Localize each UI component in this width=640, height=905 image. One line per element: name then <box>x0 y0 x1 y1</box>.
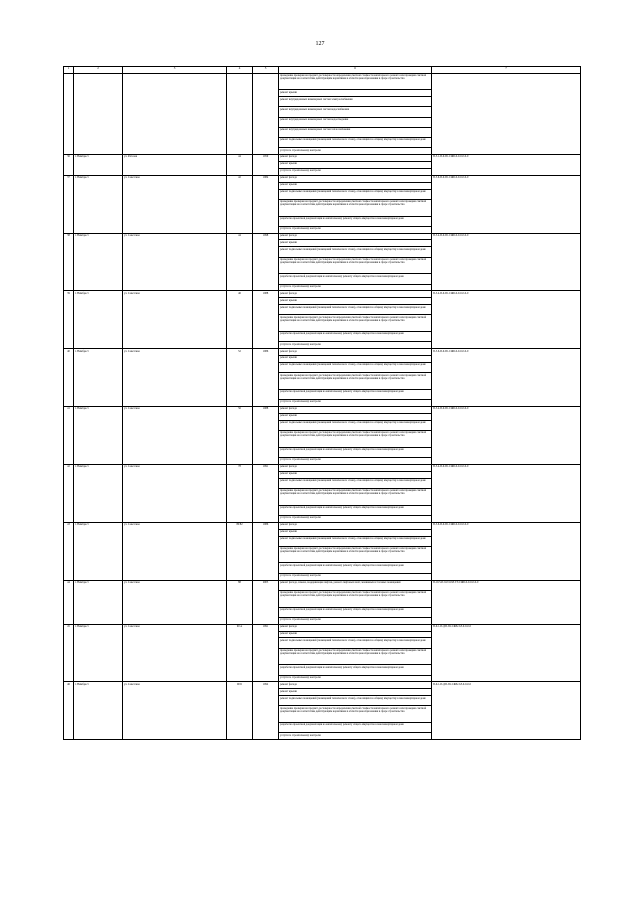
record-code-cell: П-5.1-П-9-П1.СЖБ-0-0-0-0-0-0 <box>432 155 581 176</box>
work-type-cell: ремонт фасада <box>279 349 432 356</box>
work-type-cell: разработка проектной документации на капитальному ремонту общего имущества в многоквартирном доме <box>279 447 432 457</box>
table-row <box>64 580 581 590</box>
record-number-cell: 45 <box>64 624 74 682</box>
work-type-cell: разработка проектной документации на капитальному ремонту общего имущества в многоквартирном доме <box>279 607 432 617</box>
work-type-cell: ремонт подвальных помещений (помещений технического этажа), относящихся к общему имуществу в многоквартирном доме <box>279 247 432 257</box>
work-type-cell: ремонт крыши <box>279 631 432 638</box>
table-row <box>64 407 581 414</box>
col-header-2: 2 <box>74 67 123 74</box>
street-cell: ул. Советская <box>123 291 227 349</box>
house-number-cell: 90 Б <box>227 682 253 740</box>
work-type-cell: услуги по строительному контролю <box>279 617 432 624</box>
page-number: 127 <box>315 41 325 47</box>
continuation-empty-cell <box>227 73 253 155</box>
street-cell: ул. Советская <box>123 233 227 291</box>
work-type-cell: ремонт подвальных помещений (помещений технического этажа), относящихся к общему имуществу в многоквартирном доме <box>279 478 432 488</box>
record-number-cell: 39 <box>64 291 74 349</box>
work-type-cell: ремонт фасада <box>279 233 432 240</box>
table-row <box>64 291 581 298</box>
record-code-cell: П-5.6-П-9-П1.СЖБ-0-9-0-0-0-0 <box>432 175 581 233</box>
work-type-cell: проведение проверки на предмет достоверности определения сметной стоимости капитального ремонта или проверки сметной документации на соответствие действующим нормативам в области ценообразования в сфере строительства <box>279 590 432 607</box>
work-type-cell: ремонт крыши <box>279 689 432 696</box>
city-cell: г. Нижбрест <box>74 464 123 522</box>
work-type-cell: ремонт фасада <box>279 624 432 631</box>
work-type-cell: услуги по строительному контролю <box>279 573 432 580</box>
work-type-cell: ремонт крыши <box>279 356 432 363</box>
build-year-cell: 1998 <box>253 233 279 291</box>
street-cell: ул. Советская <box>123 624 227 682</box>
work-type-cell: проведение проверки на предмет достоверности определения сметной стоимости капитального ремонта или проверки сметной документации на соответствие действующим нормативам в области ценообразования в сфере строительства <box>279 706 432 723</box>
record-number-cell: 42 <box>64 464 74 522</box>
work-type-cell: ремонт подвальных помещений (помещений технического этажа), относящихся к общему имуществу в многоквартирном доме <box>279 536 432 546</box>
work-type-cell: ремонт крыши <box>279 471 432 478</box>
work-type-cell: услуги по строительному контролю <box>279 675 432 682</box>
house-number-cell: 78 <box>227 464 253 522</box>
capital-repair-table <box>63 66 581 740</box>
record-number-cell: 41 <box>64 407 74 465</box>
city-cell: г. Нижбрест <box>74 175 123 233</box>
build-year-cell: 1988 <box>253 407 279 465</box>
work-type-cell: ремонт крыши <box>279 240 432 247</box>
work-type-cell: ремонт фасада <box>279 291 432 298</box>
city-cell: г. Нижбрест <box>74 580 123 624</box>
city-cell: г. Нижбрест <box>74 682 123 740</box>
build-year-cell: 1959 <box>253 155 279 176</box>
build-year-cell: 1991 <box>253 464 279 522</box>
col-header-3: 3 <box>123 67 227 74</box>
work-type-cell: проведение проверки на предмет достоверности определения сметной стоимости капитального ремонта или проверки сметной документации на соответствие действующим нормативам в области ценообразования в сфере строительства <box>279 315 432 332</box>
work-type-cell: разработка проектной документации на капитальному ремонту общего имущества в многоквартирном доме <box>279 390 432 400</box>
table-body <box>64 67 581 740</box>
col-header-1: 1 <box>64 67 74 74</box>
record-code-cell: П-9-1-П-ДП-П1.СЖБ-3-8-0-0-0-0 <box>432 682 581 740</box>
work-type-cell: разработка проектной документации на капитальному ремонту общего имущества в многоквартирном доме <box>279 274 432 284</box>
build-year-cell: 1988 <box>253 291 279 349</box>
record-code-cell: П-5.4-П-9-П1.СЖБ-0-9-0-0-0-0 <box>432 464 581 522</box>
record-number-cell: 36 <box>64 155 74 176</box>
work-type-cell: услуги по строительному контролю <box>279 515 432 522</box>
house-number-cell: 46 <box>227 291 253 349</box>
house-number-cell: 90 А <box>227 624 253 682</box>
house-number-cell: 88 <box>227 580 253 624</box>
build-year-cell: 1984 <box>253 175 279 233</box>
work-type-cell: услуги по строительному контролю <box>279 342 432 349</box>
work-type-cell: ремонт подвальных помещений (помещений технического этажа), относящихся к общему имуществу в многоквартирном доме <box>279 696 432 706</box>
continuation-empty-cell <box>123 73 227 155</box>
col-header-5: 5 <box>253 67 279 74</box>
table-row <box>64 175 581 182</box>
city-cell: г. Нижбрест <box>74 407 123 465</box>
table-row <box>64 155 581 162</box>
work-type-cell: разработка проектной документации на капитальному ремонту общего имущества в многоквартирном доме <box>279 332 432 342</box>
work-type-cell: ремонт фасада <box>279 464 432 471</box>
house-number-cell: 80/82 <box>227 522 253 580</box>
city-cell: г. Нижбрест <box>74 522 123 580</box>
build-year-cell: 2005 <box>253 580 279 624</box>
work-type-cell: ремонт фасада <box>279 155 432 162</box>
table-row <box>64 682 581 689</box>
table-row <box>64 624 581 631</box>
record-number-cell: 46 <box>64 682 74 740</box>
work-type-cell: проведение проверки на предмет достоверности определения сметной стоимости капитального ремонта или проверки сметной документации на соответствие действующим нормативам в области ценообразования в сфере строительства <box>279 488 432 505</box>
continuation-empty-cell <box>64 73 74 155</box>
work-type-cell: разработка проектной документации на капитальному ремонту общего имущества в многоквартирном доме <box>279 563 432 573</box>
street-cell: ул. Советская <box>123 464 227 522</box>
work-type-cell: услуги по строительному контролю <box>279 458 432 465</box>
work-type-cell: услуги по строительному контролю <box>279 284 432 291</box>
house-number-cell: 44 <box>227 155 253 176</box>
house-number-cell: 42 <box>227 175 253 233</box>
col-header-7: 7 <box>432 67 581 74</box>
street-cell: ул. Советская <box>123 580 227 624</box>
work-type-cell: услуги по строительному контролю <box>279 226 432 233</box>
work-type-cell: разработка проектной документации на капитальному ремонту общего имущества в многоквартирном доме <box>279 665 432 675</box>
col-header-6: 6 <box>279 67 432 74</box>
work-type-cell: ремонт крыши <box>279 529 432 536</box>
work-type-cell: ремонт подвальных помещений (помещений технического этажа), относящихся к общему имуществу в многоквартирном доме <box>279 138 432 148</box>
street-cell: ул. Рабочая <box>123 155 227 176</box>
continuation-empty-cell <box>74 73 123 155</box>
record-code-cell: П-5.6-П-9-П1.СЖБ-0-9-0-0-0-0 <box>432 522 581 580</box>
city-cell: г. Нижбрест <box>74 349 123 407</box>
work-type-cell: проведение проверки на предмет достоверности определения сметной стоимости капитального ремонта или проверки сметной документации на соответствие действующим нормативам в области ценообразования в сфере строительства <box>279 199 432 216</box>
work-type-cell: проведение проверки на предмет достоверности определения сметной стоимости капитального ремонта или проверки сметной документации на соответствие действующим нормативам в области ценообразования в сфере строительства <box>279 257 432 274</box>
work-type-cell: ремонт подвальных помещений (помещений технического этажа), относящихся к общему имуществу в многоквартирном доме <box>279 305 432 315</box>
work-type-cell: ремонт крыши <box>279 90 432 97</box>
street-cell: ул. Советская <box>123 349 227 407</box>
work-type-cell: разработка проектной документации на капитальному ремонту общего имущества в многоквартирном доме <box>279 723 432 733</box>
table-row <box>64 73 581 90</box>
work-type-cell: ремонт внутридомовых инженерных систем водоотведения <box>279 117 432 127</box>
work-type-cell: проведение проверки на предмет достоверности определения сметной стоимости капитального ремонта или проверки сметной документации на соответствие действующим нормативам в области ценообразования в сфере строительства <box>279 373 432 390</box>
record-code-cell: П-5.4-П-9-П1.СЖБ-0-9-0-0-0-0 <box>432 407 581 465</box>
build-year-cell: 1986 <box>253 522 279 580</box>
work-type-cell: услуги по строительному контролю <box>279 148 432 155</box>
continuation-empty-cell <box>253 73 279 155</box>
street-cell: ул. Советская <box>123 682 227 740</box>
record-code-cell <box>432 73 581 155</box>
work-type-cell: ремонт фасада <box>279 682 432 689</box>
header-row <box>64 67 581 74</box>
work-type-cell: ремонт крыши <box>279 413 432 420</box>
work-type-cell: услуги по строительному контролю <box>279 168 432 175</box>
record-number-cell: 37 <box>64 175 74 233</box>
work-type-cell: проведение проверки на предмет достоверности определения сметной стоимости капитального ремонта или проверки сметной документации на соответствие действующим нормативам в области ценообразования в сфере строительства <box>279 546 432 563</box>
work-type-cell: ремонт фасада <box>279 522 432 529</box>
work-type-cell: ремонт внутридомовых инженерных систем водоснабжения <box>279 107 432 117</box>
work-type-cell: ремонт подвальных помещений (помещений технического этажа), относящихся к общему имуществу в многоквартирном доме <box>279 420 432 430</box>
record-code-cell: П-5.4-П-9-П1.СЖБ-0-9-0-0-0-0 <box>432 233 581 291</box>
work-type-cell: ремонт фасада <box>279 175 432 182</box>
record-code-cell: П-5.6-П-9-П1.СЖБ-0-9-0-0-0-0 <box>432 349 581 407</box>
build-year-cell: 1991 <box>253 624 279 682</box>
work-type-cell: ремонт крыши <box>279 298 432 305</box>
record-number-cell: 43 <box>64 522 74 580</box>
record-code-cell: П-10.5-П-9-П1.ПЛ.ГЭ-СЖБ-0-0-0-0-0-0 <box>432 580 581 624</box>
city-cell: г. Нижбрест <box>74 624 123 682</box>
work-type-cell: услуги по строительному контролю <box>279 400 432 407</box>
table-row <box>64 522 581 529</box>
work-type-cell: проведение проверки на предмет достоверности определения сметной стоимости капитального ремонта или проверки сметной документации на соответствие действующим нормативам в области ценообразования в сфере строительства <box>279 73 432 90</box>
work-type-cell: разработка проектной документации на капитальному ремонту общего имущества в многоквартирном доме <box>279 216 432 226</box>
build-year-cell: 1986 <box>253 349 279 407</box>
table-row <box>64 464 581 471</box>
record-code-cell: П-5.4-П-9-П1.СЖБ-0-9-0-0-0-0 <box>432 291 581 349</box>
street-cell: ул. Советская <box>123 522 227 580</box>
house-number-cell: 52 <box>227 349 253 407</box>
build-year-cell: 1992 <box>253 682 279 740</box>
work-type-cell: ремонт фасада, замена, модернизация лифтов, ремонт лифтовых шахт, машинных и блочных помещений <box>279 580 432 590</box>
table-row <box>64 349 581 356</box>
work-type-cell: услуги по строительному контролю <box>279 733 432 740</box>
work-type-cell: ремонт внутридомовых инженерных систем электроснабжения <box>279 97 432 107</box>
record-number-cell: 44 <box>64 580 74 624</box>
record-number-cell: 38 <box>64 233 74 291</box>
work-type-cell: ремонт подвальных помещений (помещений технического этажа), относящихся к общему имуществу в многоквартирном доме <box>279 189 432 199</box>
work-type-cell: ремонт внутридомовых инженерных систем теплоснабжения <box>279 127 432 137</box>
work-type-cell: разработка проектной документации на капитальному ремонту общего имущества в многоквартирном доме <box>279 505 432 515</box>
record-number-cell: 40 <box>64 349 74 407</box>
street-cell: ул. Советская <box>123 175 227 233</box>
work-type-cell: проведение проверки на предмет достоверности определения сметной стоимости капитального ремонта или проверки сметной документации на соответствие действующим нормативам в области ценообразования в сфере строительства <box>279 648 432 665</box>
record-code-cell: П-9-1-П-ДП-П1.СЖБ-3-8-0-0-0-0 <box>432 624 581 682</box>
house-number-cell: 56 <box>227 407 253 465</box>
house-number-cell: 44 <box>227 233 253 291</box>
street-cell: ул. Советская <box>123 407 227 465</box>
work-type-cell: ремонт подвальных помещений (помещений технического этажа), относящихся к общему имуществу в многоквартирном доме <box>279 638 432 648</box>
city-cell: г. Нижбрест <box>74 233 123 291</box>
work-type-cell: ремонт крыши <box>279 161 432 168</box>
work-type-cell: ремонт крыши <box>279 182 432 189</box>
work-type-cell: ремонт фасада <box>279 407 432 414</box>
table-row <box>64 233 581 240</box>
col-header-4: 4 <box>227 67 253 74</box>
city-cell: г. Нижбрест <box>74 291 123 349</box>
city-cell: г. Нижбрест <box>74 155 123 176</box>
work-type-cell: проведение проверки на предмет достоверности определения сметной стоимости капитального ремонта или проверки сметной документации на соответствие действующим нормативам в области ценообразования в сфере строительства <box>279 431 432 448</box>
work-type-cell: ремонт подвальных помещений (помещений технического этажа), относящихся к общему имуществу в многоквартирном доме <box>279 363 432 373</box>
